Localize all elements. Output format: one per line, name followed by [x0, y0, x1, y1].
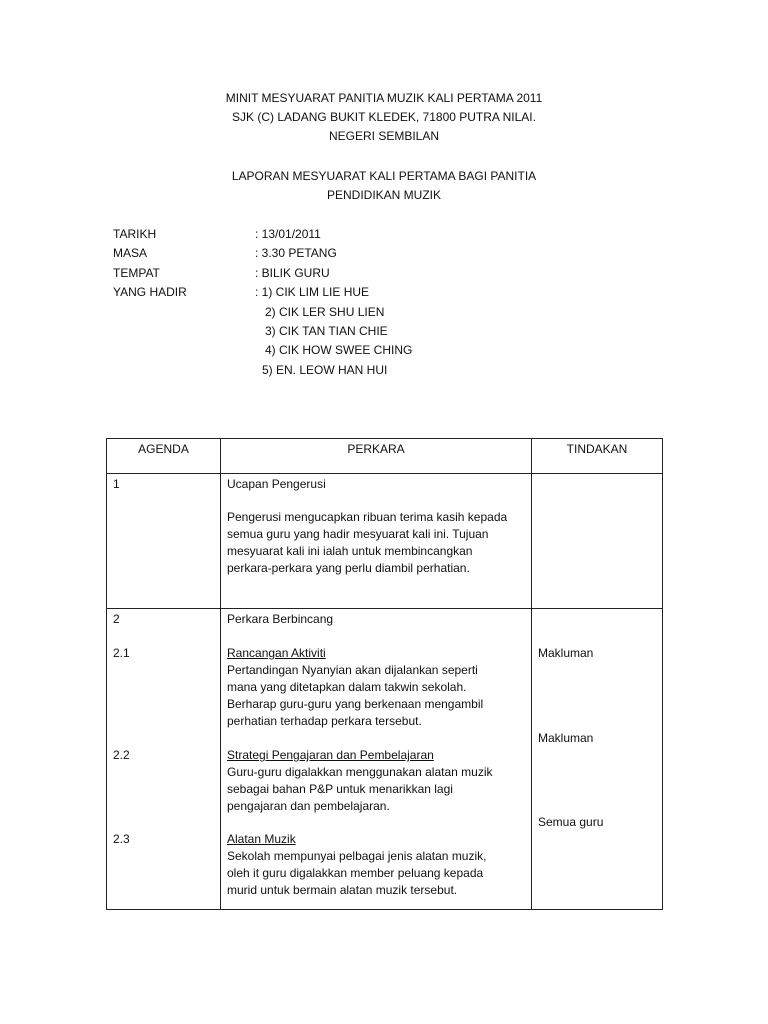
table-row	[107, 609, 663, 910]
sub-item-heading: Alatan Muzik	[227, 832, 296, 846]
masa-label: MASA	[113, 246, 148, 261]
sub-agenda-number: 2.2	[113, 748, 130, 762]
sub-agenda-number: 2.1	[113, 646, 130, 660]
sub-item-block	[227, 831, 486, 899]
item-title: Perkara Berbincang	[227, 612, 334, 626]
attendee-2: 2) CIK LER SHU LIEN	[265, 304, 385, 319]
column-header-agenda: AGENDA	[107, 439, 221, 474]
sub-item-block	[227, 747, 493, 815]
tempat-value: : BILIK GURU	[255, 265, 330, 280]
table-row	[107, 474, 663, 609]
tindakan-value: Makluman	[538, 731, 594, 745]
agenda-cell	[107, 609, 221, 910]
item-text-line: Pertandingan Nyanyian akan dijalankan seperti	[227, 663, 478, 677]
document-header	[0, 90, 768, 147]
attendee-4: 4) CIK HOW SWEE CHING	[265, 343, 413, 358]
sub-item-heading: Rancangan Aktiviti	[227, 646, 326, 660]
item-text-line: oleh it guru digalakkan member peluang kepada	[227, 866, 484, 880]
minutes-table	[106, 438, 663, 910]
tindakan-value: Semua guru	[538, 815, 604, 829]
column-header-tindakan: TINDAKAN	[532, 439, 663, 474]
item-text-line: Pengerusi mengucapkan ribuan terima kasih kepada	[227, 510, 508, 524]
item-text-line: perhatian terhadap perkara tersebut.	[227, 714, 422, 728]
header-state: NEGERI SEMBILAN	[328, 129, 440, 143]
attendee-5: 5) EN. LEOW HAN HUI	[262, 362, 388, 377]
agenda-number: 1	[113, 477, 120, 491]
item-title: Ucapan Pengerusi	[227, 477, 326, 491]
tindakan-cell	[532, 474, 663, 609]
item-text-line: Guru-guru digalakkan menggunakan alatan muzik	[227, 765, 493, 779]
masa-value: : 3.30 PETANG	[255, 246, 337, 261]
hadir-label: YANG HADIR	[113, 285, 187, 300]
agenda-cell	[107, 474, 221, 609]
attendee-3: 3) CIK TAN TIAN CHIE	[265, 323, 388, 338]
perkara-cell	[221, 609, 532, 910]
report-subject: PENDIDIKAN MUZIK	[326, 188, 441, 202]
tempat-label: TEMPAT	[113, 265, 160, 280]
item-text-line: Berharap guru-guru yang berkenaan mengambil	[227, 697, 484, 711]
agenda-number: 2	[113, 612, 120, 626]
tindakan-value: Makluman	[538, 646, 594, 660]
sub-item-heading: Strategi Pengajaran dan Pembelajaran	[227, 748, 434, 762]
item-text-line: perkara-perkara yang perlu diambil perhatian.	[227, 561, 470, 575]
item-text-line: sebagai bahan P&P untuk menarikkan lagi	[227, 782, 453, 796]
perkara-cell	[221, 474, 532, 609]
sub-agenda-number: 2.3	[113, 832, 130, 846]
sub-item-block	[227, 645, 483, 730]
tarikh-value: : 13/01/2011	[255, 227, 321, 241]
item-text-line: mesyuarat kali ini ialah untuk membincangkan	[227, 544, 473, 558]
table-header-row	[107, 439, 663, 474]
header-title: MINIT MESYUARAT PANITIA MUZIK KALI PERTAMA 2011	[225, 91, 543, 105]
column-header-perkara: PERKARA	[221, 439, 532, 474]
header-school: SJK (C) LADANG BUKIT KLEDEK, 71800 PUTRA NILAI.	[232, 110, 536, 124]
report-header	[0, 168, 768, 206]
tarikh-label: TARIKH	[113, 227, 157, 241]
report-title: LAPORAN MESYUARAT KALI PERTAMA BAGI PANITIA	[231, 169, 537, 183]
attendee-1: : 1) CIK LIM LIE HUE	[255, 285, 370, 300]
item-text-line: mana yang ditetapkan dalam takwin sekolah.	[227, 680, 467, 694]
item-text-line: Sekolah mempunyai pelbagai jenis alatan muzik,	[227, 849, 487, 863]
item-text-line: pengajaran dan pembelajaran.	[227, 799, 390, 813]
item-text-line: semua guru yang hadir mesyuarat kali ini. Tujuan	[227, 527, 489, 541]
item-text-line: murid untuk bermain alatan muzik tersebut.	[227, 883, 458, 897]
tindakan-cell	[532, 609, 663, 910]
